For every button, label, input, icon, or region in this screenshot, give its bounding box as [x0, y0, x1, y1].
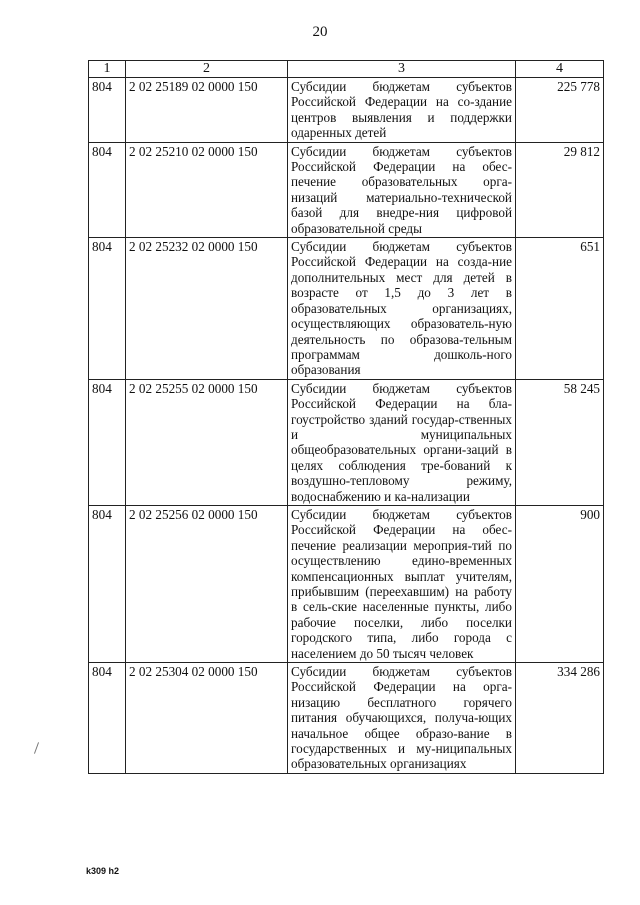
income-name-cell: Субсидии бюджетам субъектов Российской Федерации на обес-печение реализации мероприя-тий по осуществлению едино-временных компенсационных выплат учителям, прибывшим (переехавшим) на работу в сель-ские населенные пункты, либо рабочие поселки, либо поселки городского типа, либо города с населением до 50 тысяч человек [288, 505, 516, 662]
column-header-name: 3 [288, 61, 516, 78]
income-name-cell: Субсидии бюджетам субъектов Российской Федерации на обес-печение образовательных орга-низаций материально-технической базой для внедре-ния цифровой образовательной среды [288, 142, 516, 237]
table-row [89, 142, 604, 237]
admin-code-cell: 804 [89, 505, 126, 662]
amount-cell: 225 778 [516, 78, 604, 143]
budget-code-cell: 2 02 25304 02 0000 150 [126, 663, 288, 774]
table-row [89, 238, 604, 380]
amount-cell: 651 [516, 238, 604, 380]
income-name-cell: Субсидии бюджетам субъектов Российской Федерации на со-здание центров выявления и поддержки одаренных детей [288, 78, 516, 143]
admin-code-cell: 804 [89, 238, 126, 380]
document-reference: k309 h2 [86, 866, 120, 876]
page-number: 20 [312, 24, 328, 40]
margin-pen-mark [34, 742, 39, 754]
column-header-admin: 1 [89, 61, 126, 78]
budget-code-cell: 2 02 25256 02 0000 150 [126, 505, 288, 662]
admin-code-cell: 804 [89, 663, 126, 774]
table-row [89, 78, 604, 143]
income-name-cell: Субсидии бюджетам субъектов Российской Федерации на созда-ние дополнительных мест для детей в возрасте от 1,5 до 3 лет в образовательных организациях, осуществляющих образователь-ную деятельность по образова-тельным программам дошколь-ного образования [288, 238, 516, 380]
budget-code-cell: 2 02 25189 02 0000 150 [126, 78, 288, 143]
admin-code-cell: 804 [89, 142, 126, 237]
admin-code-cell: 804 [89, 379, 126, 505]
amount-cell: 900 [516, 505, 604, 662]
budget-code-cell: 2 02 25210 02 0000 150 [126, 142, 288, 237]
column-header-amount: 4 [516, 61, 604, 78]
table-header-row [89, 61, 604, 78]
amount-cell: 29 812 [516, 142, 604, 237]
admin-code-cell: 804 [89, 78, 126, 143]
income-name-cell: Субсидии бюджетам субъектов Российской Федерации на бла-гоустройство зданий государ-ственных и муниципальных общеобразовательных органи-заций в целях соблюдения тре-бований к воздушно-тепловому режиму, водоснабжению и ка-нализации [288, 379, 516, 505]
budget-code-cell: 2 02 25232 02 0000 150 [126, 238, 288, 380]
income-name-cell: Субсидии бюджетам субъектов Российской Федерации на орга-низацию бесплатного горячего питания обучающихся, получа-ющих начальное общее образо-вание в государственных и му-ниципальных образовательных организациях [288, 663, 516, 774]
table-row [89, 379, 604, 505]
budget-code-cell: 2 02 25255 02 0000 150 [126, 379, 288, 505]
column-header-code: 2 [126, 61, 288, 78]
amount-cell: 334 286 [516, 663, 604, 774]
table-row [89, 663, 604, 774]
budget-table [88, 60, 604, 774]
amount-cell: 58 245 [516, 379, 604, 505]
table-row [89, 505, 604, 662]
